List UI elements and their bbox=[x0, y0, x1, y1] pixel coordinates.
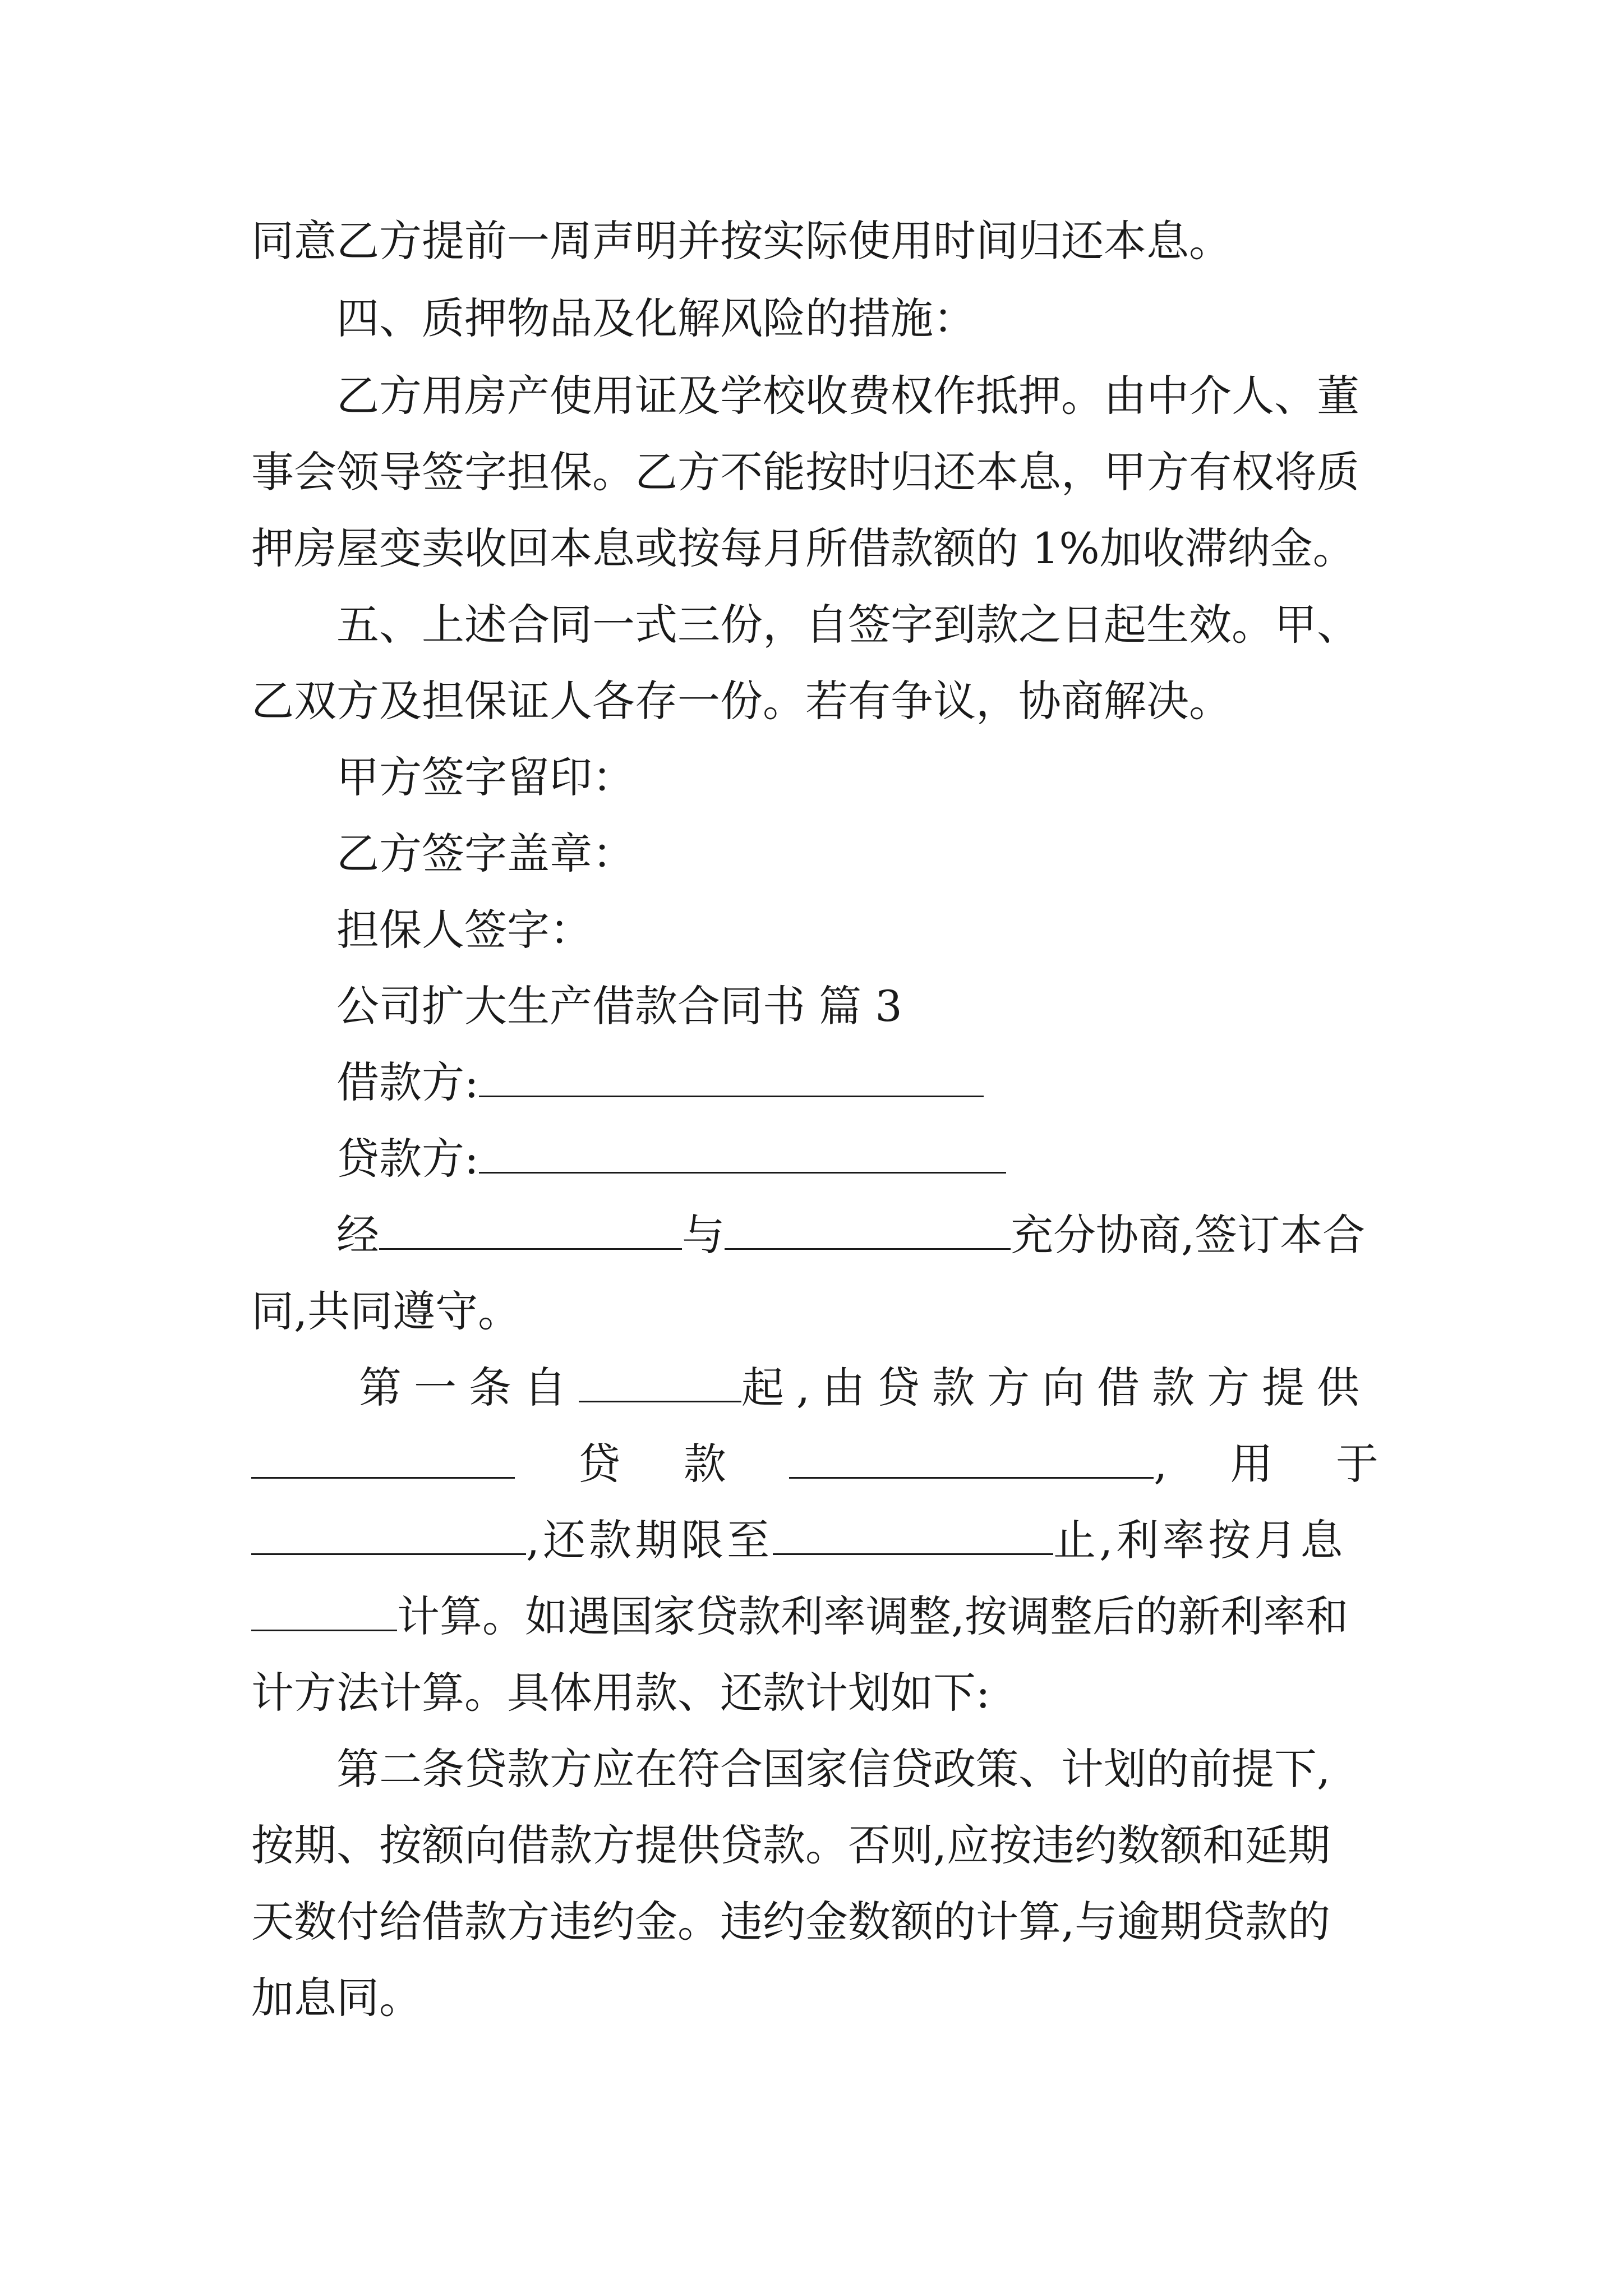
text-segment: 经 bbox=[336, 1210, 379, 1260]
article-2-line-1: 第二条贷款方应在符合国家信贷政策、计划的前提下, bbox=[336, 1744, 1331, 1794]
lender-blank bbox=[479, 1135, 1006, 1174]
text-line: 计方法计算。具体用款、还款计划如下: bbox=[251, 1668, 990, 1718]
text-line: 天数付给借款方违约金。违约金数额的计算,与逾期贷款的 bbox=[251, 1897, 1331, 1947]
party-blank-1 bbox=[379, 1211, 682, 1250]
lender-line bbox=[336, 1121, 1378, 1197]
section-heading-5: 五、上述合同一式三份，自签字到款之日起生效。甲、 bbox=[336, 600, 1359, 650]
text-segment: ,还款期限至 bbox=[526, 1515, 773, 1565]
text-line: 按期、按额向借款方提供贷款。否则,应按违约数额和延期 bbox=[251, 1820, 1331, 1870]
text-line: 同,共同遵守。 bbox=[251, 1286, 521, 1336]
lender-label: 贷款方: bbox=[336, 1134, 479, 1184]
signature-label-guarantor: 担保人签字： bbox=[336, 905, 592, 955]
contract-title: 公司扩大生产借款合同书 篇 3 bbox=[336, 981, 902, 1031]
text-segment: 于 bbox=[1335, 1439, 1378, 1489]
text-line: 乙双方及担保证人各存一份。若有争议，协商解决。 bbox=[251, 676, 1232, 726]
text-segment: , bbox=[1154, 1439, 1168, 1489]
party-blank-2 bbox=[725, 1211, 1011, 1250]
article-1-line-4 bbox=[251, 1579, 1378, 1655]
section-heading-4: 四、质押物品及化解风险的措施： bbox=[336, 293, 976, 343]
text-segment: 止,利率按月息 bbox=[1053, 1515, 1347, 1565]
text-segment: 计算。如遇国家贷款利率调整,按调整后的新利率和 bbox=[397, 1591, 1349, 1641]
loan-type-blank bbox=[251, 1440, 515, 1479]
signature-label-party-a: 甲方签字留印： bbox=[336, 752, 635, 802]
text-line: 押房屋变卖收回本息或按每月所借款额的 1%加收滞纳金。 bbox=[251, 523, 1355, 573]
borrower-line bbox=[336, 1045, 1378, 1121]
purpose-blank bbox=[251, 1516, 526, 1555]
text-segment: 用 bbox=[1230, 1439, 1273, 1489]
loan-amount-blank bbox=[789, 1440, 1154, 1479]
repayment-date-blank bbox=[773, 1516, 1053, 1555]
article-1-line-3 bbox=[251, 1502, 1378, 1579]
agreement-line bbox=[336, 1197, 1378, 1273]
start-date-blank bbox=[579, 1364, 741, 1402]
article-1-line-1 bbox=[359, 1350, 1378, 1426]
borrower-blank bbox=[479, 1059, 984, 1097]
text-segment: 充分协商,签订本合 bbox=[1011, 1210, 1366, 1260]
text-line: 乙方用房产使用证及学校收费权作抵押。由中介人、董 bbox=[336, 371, 1359, 421]
text-line: 加息同。 bbox=[251, 1973, 422, 2023]
borrower-label: 借款方: bbox=[336, 1057, 479, 1107]
monthly-rate-blank bbox=[251, 1593, 397, 1631]
signature-label-party-b: 乙方签字盖章： bbox=[336, 829, 635, 878]
text-segment: 与 bbox=[682, 1210, 725, 1260]
text-segment: 贷 bbox=[578, 1439, 621, 1489]
text-segment: 起,由贷款方向借款方提供 bbox=[741, 1363, 1372, 1412]
text-line: 事会领导签字担保。乙方不能按时归还本息，甲方有权将质 bbox=[251, 447, 1359, 497]
text-segment: 第一条自 bbox=[359, 1363, 579, 1412]
text-segment: 款 bbox=[683, 1439, 726, 1489]
article-1-line-2 bbox=[251, 1426, 1378, 1502]
text-line: 同意乙方提前一周声明并按实际使用时间归还本息。 bbox=[251, 216, 1232, 266]
